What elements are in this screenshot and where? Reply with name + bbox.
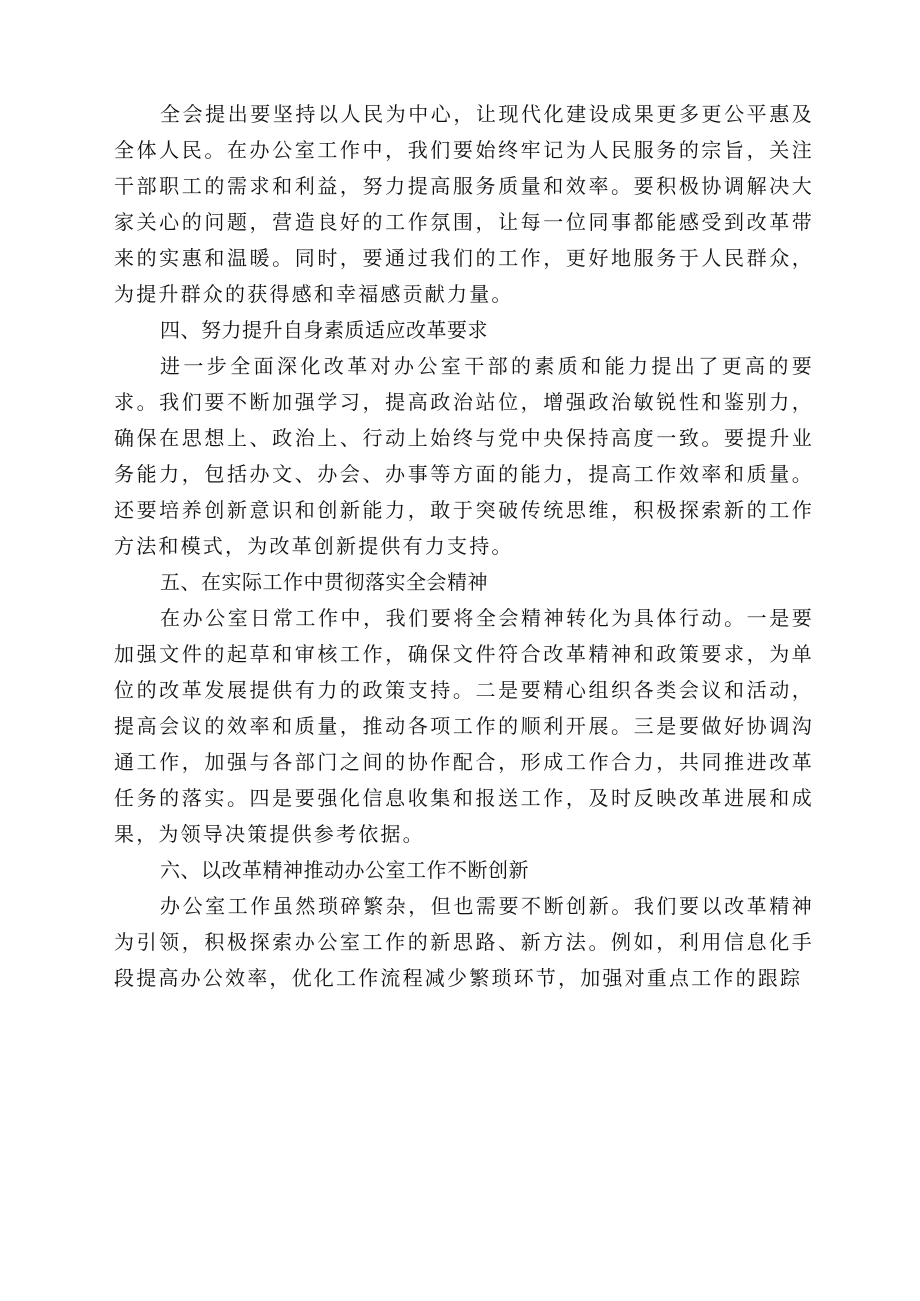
document-body [114, 96, 814, 996]
paragraph-implement-spirit: 在办公室日常工作中，我们要将全会精神转化为具体行动。一是要加强文件的起草和审核工作，确保文件符合改革精神和政策要求，为单位的改革发展提供有力的政策支持。二是要精心组织各类会议和活动，提高会议的效率和质量，推动各项工作的顺利开展。三是要做好协调沟通工作，加强与各部门之间的协作配合，形成工作合力，共同推进改革任务的落实。四是要强化信息收集和报送工作，及时反映改革进展和成果，为领导决策提供参考依据。 [114, 606, 814, 846]
section-heading-4: 四、努力提升自身素质适应改革要求 [160, 318, 488, 342]
paragraph-improve-quality: 进一步全面深化改革对办公室干部的素质和能力提出了更高的要求。我们要不断加强学习，提高政治站位，增强政治敏锐性和鉴别力，确保在思想上、政治上、行动上始终与党中央保持高度一致。要提升业务能力，包括办文、办会、办事等方面的能力，提高工作效率和质量。还要培养创新意识和创新能力，敢于突破传统思维，积极探索新的工作方法和模式，为改革创新提供有力支持。 [114, 354, 814, 558]
paragraph-people-centered: 全会提出要坚持以人民为中心，让现代化建设成果更多更公平惠及全体人民。在办公室工作中，我们要始终牢记为人民服务的宗旨，关注干部职工的需求和利益，努力提高服务质量和效率。要积极协调解决大家关心的问题，营造良好的工作氛围，让每一位同事都能感受到改革带来的实惠和温暖。同时，要通过我们的工作，更好地服务于人民群众，为提升群众的获得感和幸福感贡献力量。 [114, 102, 814, 306]
section-heading-5: 五、在实际工作中贯彻落实全会精神 [160, 570, 488, 594]
section-heading-6: 六、以改革精神推动办公室工作不断创新 [160, 858, 529, 882]
paragraph-innovation: 办公室工作虽然琐碎繁杂，但也需要不断创新。我们要以改革精神为引领，积极探索办公室工作的新思路、新方法。例如，利用信息化手段提高办公效率，优化工作流程减少繁琐环节，加强对重点工作的跟踪 [114, 894, 814, 990]
